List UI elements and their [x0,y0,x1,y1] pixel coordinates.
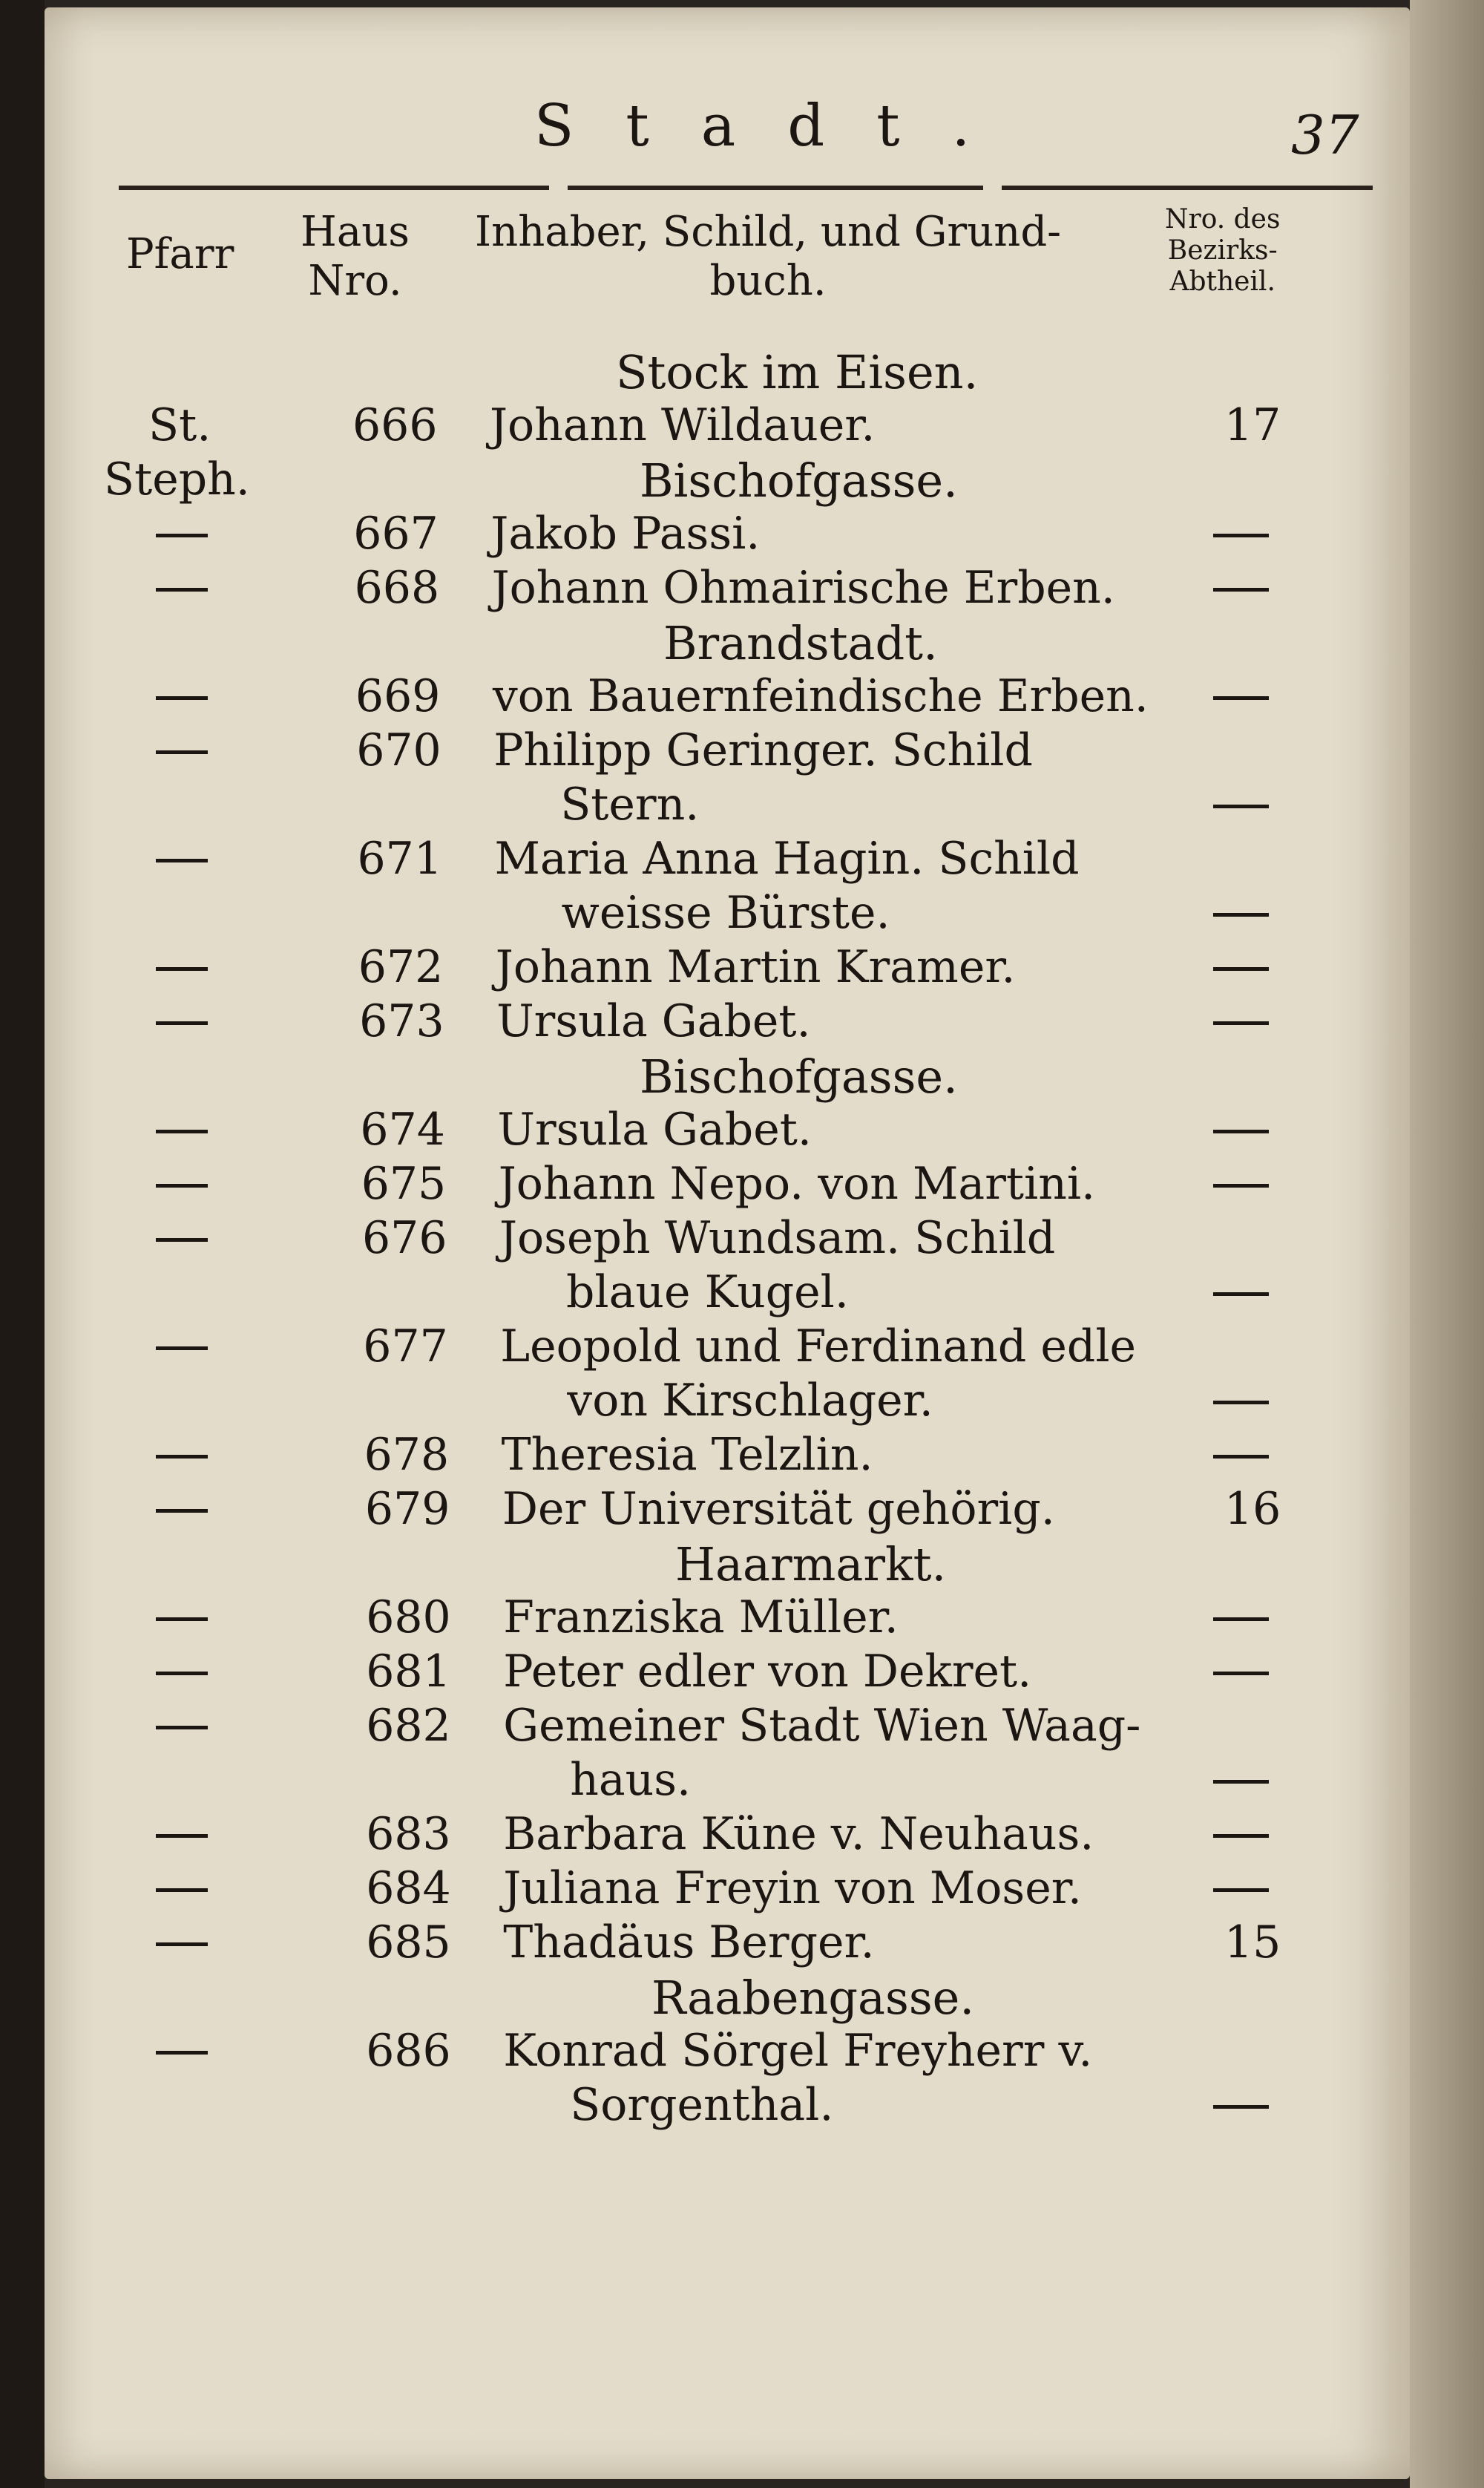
owner-line: Johann Ohmairische Erben. [491,562,1115,614]
pfarr-ditto-dash [156,1021,208,1025]
bezirk-ditto-dash [1213,1292,1269,1296]
pfarr-ditto-dash [156,1130,208,1133]
house-number: 680 [366,1591,451,1643]
owner-line: Peter edler von Dekret. [503,1646,1032,1698]
house-number: 684 [366,1862,451,1914]
header-pfarr: Pfarr [126,230,234,278]
pfarr-ditto-dash [156,1455,208,1459]
bezirk-ditto-dash [1213,588,1269,592]
owner-line: Barbara Küne v. Neuhaus. [503,1808,1094,1860]
bezirk-ditto-dash [1213,534,1269,537]
house-number: 673 [359,995,444,1047]
street-heading: Bischofgasse. [640,1050,958,1104]
house-number: 679 [364,1483,450,1535]
owner-line: Johann Martin Kramer. [495,941,1016,993]
bezirk-number: 15 [1224,1916,1281,1968]
pfarr-ditto-dash [156,859,208,862]
bezirk-ditto-dash [1213,1672,1269,1675]
pfarr-ditto-dash [156,1346,208,1350]
owner-line: Ursula Gabet. [496,995,811,1047]
house-number: 683 [366,1808,451,1860]
header-bezirk [1165,204,1280,298]
owner-line: Johann Nepo. von Martini. [498,1158,1096,1210]
street-heading: Haarmarkt. [675,1537,947,1591]
house-number: 676 [362,1212,447,1264]
pfarr-ditto-dash [156,588,208,592]
owner-line: Joseph Wundsam. Schild [499,1212,1056,1264]
owner-line: von Kirschlager. [567,1375,933,1427]
bezirk-number: 16 [1224,1483,1281,1535]
owner-line: Gemeiner Stadt Wien Waag- [503,1700,1141,1752]
owner-line: Thadäus Berger. [503,1916,875,1968]
house-number: 666 [352,399,438,451]
header-haus-line: Haus [301,208,410,256]
bezirk-ditto-dash [1213,1401,1269,1404]
house-number: 671 [357,833,443,885]
bezirk-ditto-dash [1213,1455,1269,1459]
header-rule-2 [568,186,983,190]
page-edge [1410,0,1484,2488]
house-number: 672 [358,941,444,993]
owner-line: Konrad Sörgel Freyherr v. [503,2025,1093,2077]
owner-line: Leopold und Ferdinand edle [500,1320,1137,1372]
pfarr-ditto-dash [156,1672,208,1675]
pfarr-label: Steph. [104,454,250,505]
bezirk-ditto-dash [1213,1780,1269,1784]
bezirk-ditto-dash [1213,1888,1269,1892]
pfarr-ditto-dash [156,1834,208,1838]
header-inhaber-line2: buch. [709,257,827,305]
bezirk-ditto-dash [1213,696,1269,700]
owner-line: blaue Kugel. [566,1266,849,1318]
owner-line: Maria Anna Hagin. Schild [494,833,1080,885]
house-number: 674 [360,1104,445,1156]
header-bezirk-line1: Nro. des [1165,204,1281,235]
header-inhaber-line1: Inhaber, Schild, und Grund- [475,208,1062,256]
bezirk-ditto-dash [1213,805,1269,808]
header-rule-3 [1002,186,1373,190]
pfarr-ditto-dash [156,534,208,537]
owner-line: weisse Bürste. [561,887,890,939]
pfarr-ditto-dash [156,1617,208,1621]
owner-line: Philipp Geringer. Schild [493,724,1033,776]
bezirk-ditto-dash [1213,1184,1269,1188]
house-number: 670 [356,724,441,776]
pfarr-ditto-dash [156,696,208,700]
owner-line: Sorgenthal. [570,2079,834,2131]
bezirk-number: 17 [1224,399,1281,451]
house-number: 681 [366,1646,451,1698]
pfarr-label: St. [148,399,211,451]
header-inhaber [475,208,1061,306]
pfarr-ditto-dash [156,1726,208,1729]
bezirk-ditto-dash [1213,1130,1269,1133]
street-heading: Bischofgasse. [640,454,958,508]
header-haus-nro [301,208,410,306]
owner-line: Stern. [560,779,700,831]
header-rule-1 [119,186,549,190]
page-number: 37 [1291,104,1359,166]
pfarr-ditto-dash [156,1942,208,1946]
owner-line: Jakob Passi. [490,508,761,560]
owner-line: Franziska Müller. [503,1591,899,1643]
pfarr-ditto-dash [156,2051,208,2055]
street-heading: Brandstadt. [663,616,938,670]
bezirk-ditto-dash [1213,913,1269,917]
house-number: 677 [363,1320,448,1372]
owner-line: Theresia Telzlin. [501,1429,873,1481]
pfarr-ditto-dash [156,750,208,754]
owner-line: haus. [570,1754,692,1806]
owner-line: Ursula Gabet. [497,1104,812,1156]
house-number: 685 [366,1916,451,1968]
house-number: 678 [364,1429,450,1481]
house-number: 667 [353,508,439,560]
running-title: Stadt. [534,93,1022,160]
book-gutter [0,0,45,2488]
header-bezirk-line2: Bezirks- [1167,235,1278,266]
pfarr-ditto-dash [156,967,208,971]
bezirk-ditto-dash [1213,1021,1269,1025]
book-page [45,7,1410,2479]
house-number: 669 [355,670,441,722]
street-heading: Stock im Eisen. [616,345,979,399]
bezirk-ditto-dash [1213,1617,1269,1621]
owner-line: Johann Wildauer. [490,399,876,451]
bezirk-ditto-dash [1213,967,1269,971]
owner-line: von Bauernfeindische Erben. [492,670,1149,722]
header-nro-line: Nro. [308,257,402,305]
bezirk-ditto-dash [1213,2105,1269,2109]
house-number: 686 [366,2025,451,2077]
house-number: 668 [354,562,440,614]
house-number: 682 [366,1700,451,1752]
pfarr-ditto-dash [156,1238,208,1242]
bezirk-ditto-dash [1213,1834,1269,1838]
owner-line: Der Universität gehörig. [502,1483,1055,1535]
pfarr-ditto-dash [156,1888,208,1892]
pfarr-ditto-dash [156,1509,208,1513]
header-bezirk-line3: Abtheil. [1169,266,1275,297]
owner-line: Juliana Freyin von Moser. [503,1862,1082,1914]
house-number: 675 [361,1158,447,1210]
street-heading: Raabengasse. [651,1971,975,2025]
pfarr-ditto-dash [156,1184,208,1188]
